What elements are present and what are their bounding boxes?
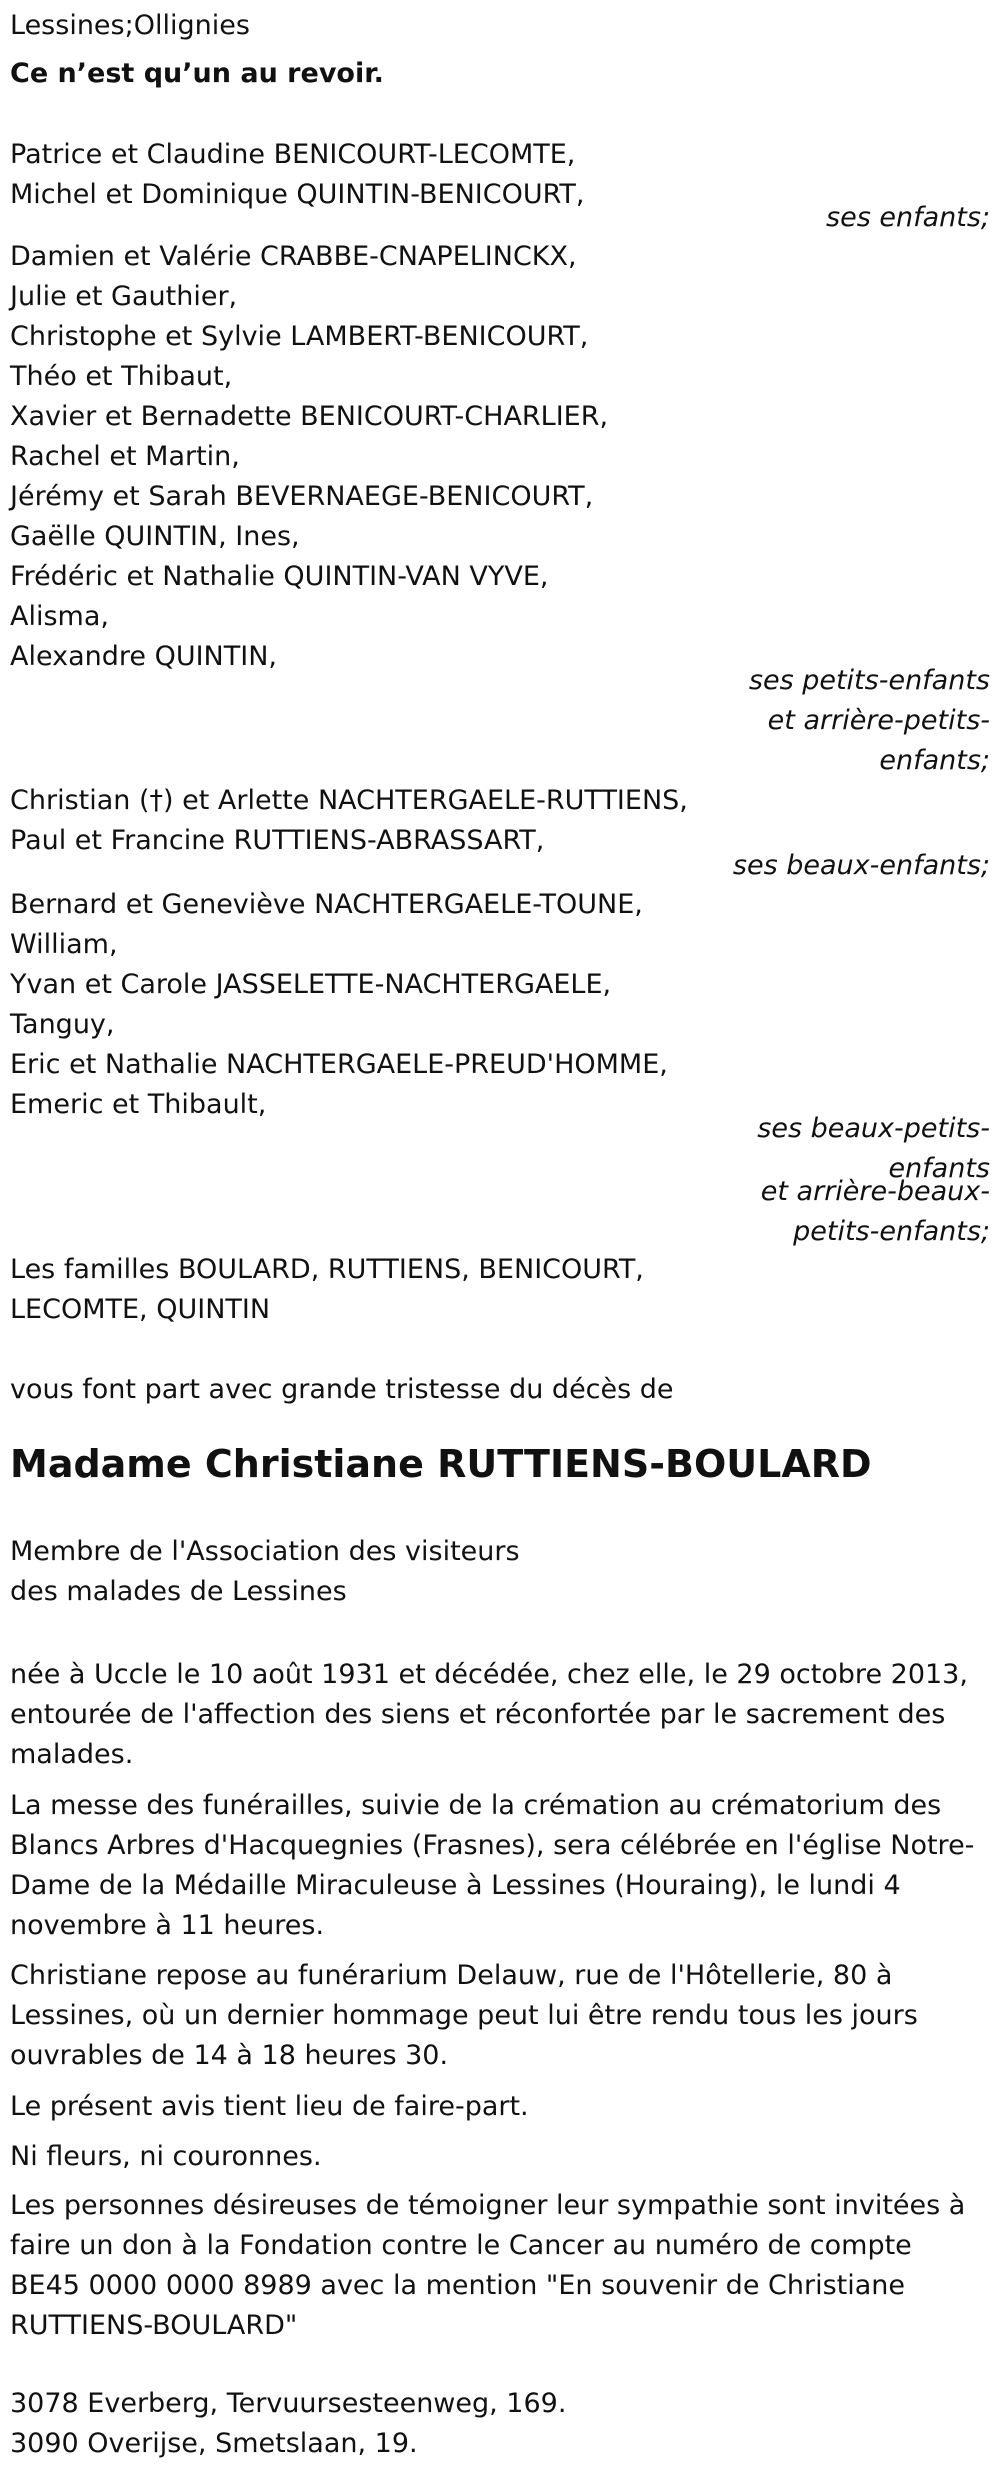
grand-in-laws-role-line: petits-enfants; [793,1216,990,1247]
body-paragraph-funerarium: Christiane repose au funérarium Delauw, rue de l'Hôtellerie, 80 à Lessines, où un dernier hommage peut lui être rendu tous les jours ouvrables de 14 à 18 heures 30. [10,1960,918,2071]
body-paragraph-flowers: Ni fleurs, ni couronnes. [10,2141,322,2172]
grandchildren-role-line: et arrière-petits- [767,705,990,736]
grand-in-laws-role-line: ses beaux-petits- [757,1113,990,1144]
in-laws-name-line: Christian (†) et Arlette NACHTERGAELE-RUTTIENS, [10,785,688,816]
children-name-line: Michel et Dominique QUINTIN-BENICOURT, [10,179,585,210]
address-line: 3078 Everberg, Tervuursesteenweg, 169. [10,2388,567,2419]
grandchildren-name-line: Alexandre QUINTIN, [10,641,277,672]
grandchildren-name-line: Frédéric et Nathalie QUINTIN-VAN VYVE, [10,561,549,592]
grandchildren-name-line: Christophe et Sylvie LAMBERT-BENICOURT, [10,321,589,352]
body-paragraph-notice: Le présent avis tient lieu de faire-part. [10,2091,529,2122]
grandchildren-name-line: Gaëlle QUINTIN, Ines, [10,521,300,552]
grand-in-laws-role-line: et arrière-beaux- [760,1176,990,1207]
grand-in-laws-name-line: William, [10,929,118,960]
grandchildren-name-line: Rachel et Martin, [10,441,240,472]
grandchildren-name-line: Julie et Gauthier, [10,281,238,312]
children-name-line: Patrice et Claudine BENICOURT-LECOMTE, [10,139,576,170]
grandchildren-role-line: ses petits-enfants [748,665,990,696]
grandchildren-name-line: Xavier et Bernadette BENICOURT-CHARLIER, [10,401,609,432]
children-role-label: ses enfants; [826,202,990,233]
location-line: Lessines;Ollignies [10,10,250,41]
grand-in-laws-name-line: Eric et Nathalie NACHTERGAELE-PREUD'HOMME, [10,1049,668,1080]
grandchildren-name-line: Théo et Thibaut, [10,361,233,392]
grand-in-laws-role-line: enfants [888,1153,990,1184]
membership-line: Membre de l'Association des visiteurs [10,1536,520,1567]
motto-line: Ce n’est qu’un au revoir. [10,58,384,89]
grand-in-laws-name-line: Bernard et Geneviève NACHTERGAELE-TOUNE, [10,889,643,920]
body-paragraph-donation: Les personnes désireuses de témoigner leur sympathie sont invitées à faire un don à la Fondation contre le Cancer au numéro de compte BE45 0000 0000 8989 avec la mention "En souvenir de Christiane RUTTIENS-BOULARD" [10,2190,966,2341]
families-line: LECOMTE, QUINTIN [10,1294,271,1325]
body-paragraph-funeral: La messe des funérailles, suivie de la crémation au crématorium des Blancs Arbres d'Hacquegnies (Frasnes), sera célébrée en l'église Notre-Dame de la Médaille Miraculeuse à Lessines (Houraing), le lundi 4 novembre à 11 heures. [10,1790,975,1941]
grandchildren-role-line: enfants; [879,745,990,776]
grand-in-laws-name-line: Yvan et Carole JASSELETTE-NACHTERGAELE, [10,969,612,1000]
in-laws-role-label: ses beaux-enfants; [732,850,990,881]
grand-in-laws-name-line: Tanguy, [10,1009,115,1040]
families-line: Les familles BOULARD, RUTTIENS, BENICOURT, [10,1254,644,1285]
grandchildren-name-line: Jérémy et Sarah BEVERNAEGE-BENICOURT, [10,481,594,512]
address-line: 3090 Overijse, Smetslaan, 19. [10,2428,418,2459]
announcement-line: vous font part avec grande tristesse du décès de [10,1374,674,1405]
grand-in-laws-name-line: Emeric et Thibault, [10,1089,267,1120]
grandchildren-name-line: Damien et Valérie CRABBE-CNAPELINCKX, [10,241,577,272]
in-laws-name-line: Paul et Francine RUTTIENS-ABRASSART, [10,825,545,856]
grandchildren-name-line: Alisma, [10,601,109,632]
membership-line: des malades de Lessines [10,1576,347,1607]
body-paragraph-birth-death: née à Uccle le 10 août 1931 et décédée, chez elle, le 29 octobre 2013, entourée de l'affection des siens et réconfortée par le sacrement des malades. [10,1659,968,1770]
deceased-name: Madame Christiane RUTTIENS-BOULARD [10,1442,872,1486]
